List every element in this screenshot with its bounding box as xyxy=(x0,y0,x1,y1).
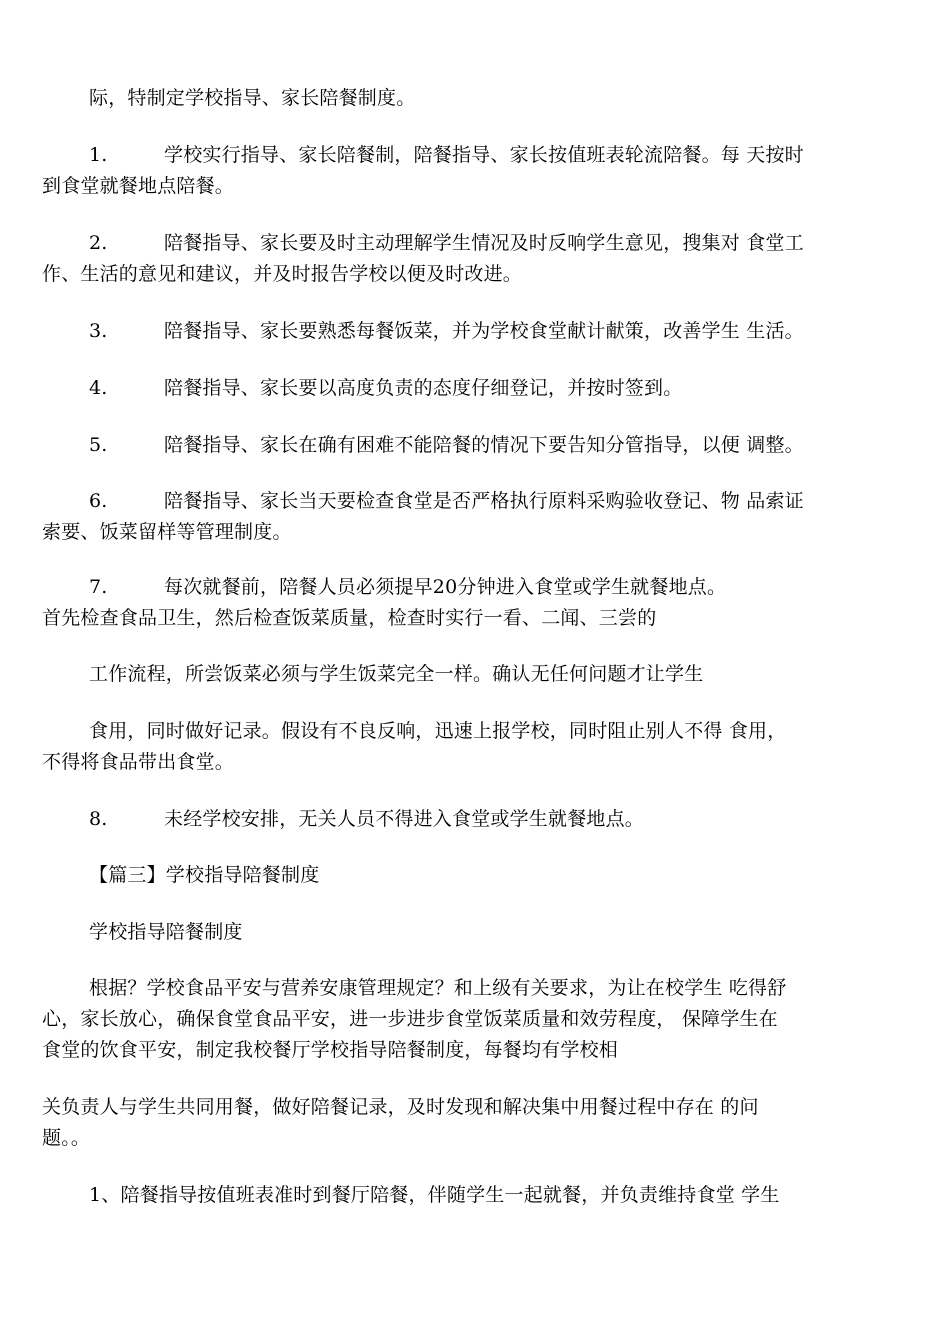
section-heading xyxy=(42,860,922,891)
text-line: 食用，同时做好记录。假设有不良反响，迅速上报学校，同时阻止别人不得 食用， xyxy=(89,720,787,742)
text-line: 际，特制定学校指导、家长陪餐制度。 xyxy=(89,87,416,109)
item-number: 4. xyxy=(89,377,108,399)
text-line: 陪餐指导、家长当天要检查食堂是否严格执行原料采购验收登记、物 品索证 xyxy=(164,490,804,512)
item-number: 3. xyxy=(89,320,108,342)
text-line: 陪餐指导、家长在确有困难不能陪餐的情况下要告知分管指导，以便 调整。 xyxy=(164,434,804,456)
text-line: 作、生活的意见和建议，并及时报告学校以便及时改进。 xyxy=(42,263,523,285)
text-line: 陪餐指导、家长要熟悉每餐饭菜，并为学校食堂献计献策，改善学生 生活。 xyxy=(164,320,804,342)
text-line: 首先检查食品卫生，然后检查饭菜质量，检查时实行一看、二闻、三尝的 xyxy=(42,607,657,629)
text-line: 题。。 xyxy=(42,1127,91,1149)
section-subtitle xyxy=(42,917,922,948)
text-line: 1、陪餐指导按值班表准时到餐厅陪餐，伴随学生一起就餐，并负责维持食堂 学生 xyxy=(89,1184,780,1206)
item-number: 6. xyxy=(89,490,108,512)
text-line: 到食堂就餐地点陪餐。 xyxy=(42,175,235,197)
item-number: 7. xyxy=(89,576,108,598)
section-paragraph-1 xyxy=(42,973,922,1066)
text-line: 陪餐指导、家长要及时主动理解学生情况及时反响学生意见，搜集对 食堂工 xyxy=(164,232,804,254)
item-number: 5. xyxy=(89,434,108,456)
rule-item-5 xyxy=(42,430,922,461)
intro-paragraph xyxy=(42,83,922,114)
text-line: 不得将食品带出食堂。 xyxy=(42,751,235,773)
text-line: 关负责人与学生共同用餐，做好陪餐记录，及时发现和解决集中用餐过程中存在 的问 xyxy=(42,1096,759,1118)
heading-text: 【篇三】学校指导陪餐制度 xyxy=(89,864,320,886)
text-line: 工作流程，所尝饭菜必须与学生饭菜完全一样。确认无任何问题才让学生 xyxy=(89,663,704,685)
item-number: 2. xyxy=(89,232,108,254)
rule-item-2 xyxy=(42,228,922,290)
text-line: 陪餐指导、家长要以高度负责的态度仔细登记，并按时签到。 xyxy=(164,377,683,399)
rule-item-7 xyxy=(42,572,922,634)
item-number: 1. xyxy=(89,144,108,166)
section-rule-1 xyxy=(42,1180,922,1211)
section-paragraph-2 xyxy=(42,1092,922,1154)
text-line: 根据？学校食品平安与营养安康管理规定？和上级有关要求，为让在校学生 吃得舒 xyxy=(89,977,787,999)
text-line: 学校实行指导、家长陪餐制，陪餐指导、家长按值班表轮流陪餐。每 天按时 xyxy=(164,144,804,166)
rule-item-1 xyxy=(42,140,922,202)
rule-item-6 xyxy=(42,486,922,548)
text-line: 食堂的饮食平安，制定我校餐厅学校指导陪餐制度，每餐均有学校相 xyxy=(42,1039,619,1061)
item7-continuation-1 xyxy=(42,659,922,690)
rule-item-4 xyxy=(42,373,922,404)
text-line: 索要、饭菜留样等管理制度。 xyxy=(42,521,292,543)
text-line: 未经学校安排，无关人员不得进入食堂或学生就餐地点。 xyxy=(164,808,645,830)
subtitle-text: 学校指导陪餐制度 xyxy=(89,921,243,943)
item7-continuation-2 xyxy=(42,716,922,778)
rule-item-3 xyxy=(42,316,922,347)
text-line: 心，家长放心，确保食堂食品平安，进一步进步食堂饭菜质量和效劳程度， 保障学生在 xyxy=(42,1008,778,1030)
item-number: 8. xyxy=(89,808,108,830)
text-line: 每次就餐前，陪餐人员必须提早20分钟进入食堂或学生就餐地点。 xyxy=(164,576,727,598)
rule-item-8 xyxy=(42,804,922,835)
